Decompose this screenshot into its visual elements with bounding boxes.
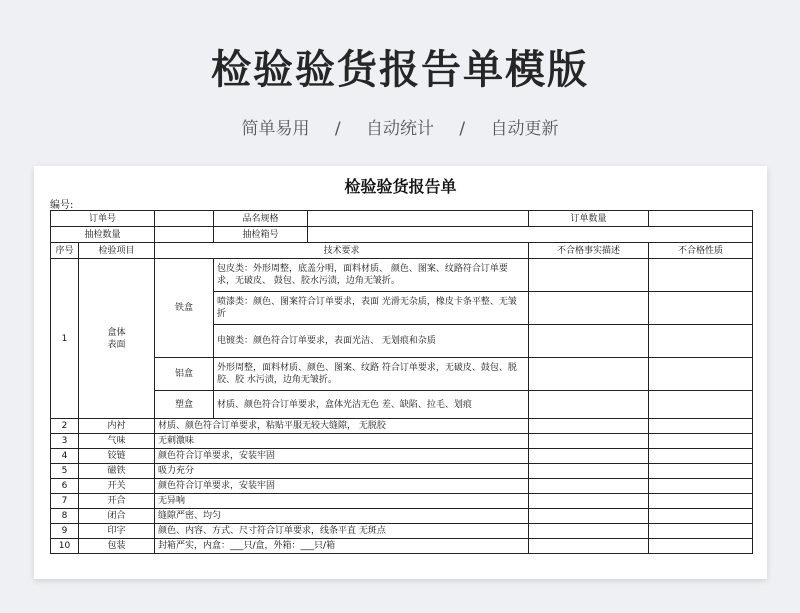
col-seq: 序号 bbox=[51, 243, 79, 259]
item-cell: 开关 bbox=[79, 479, 155, 494]
defect-desc-cell[interactable] bbox=[529, 494, 649, 509]
item-cell: 盒体 表面 bbox=[79, 259, 155, 419]
tech-cell: 包皮类：外形周整，底盖分明，面料材质、 颜色、图案、纹路符合订单要求，无破皮、 鼓包、胶水污渍，边角无皱折。 bbox=[214, 259, 529, 292]
defect-desc-cell[interactable] bbox=[529, 434, 649, 449]
defect-desc-cell[interactable] bbox=[529, 292, 649, 325]
sample-box-value[interactable] bbox=[308, 227, 753, 243]
report-sheet bbox=[34, 166, 767, 579]
column-header-row bbox=[51, 243, 753, 259]
item-cell: 开合 bbox=[79, 494, 155, 509]
defect-nature-cell[interactable] bbox=[649, 358, 753, 391]
table-row bbox=[51, 464, 753, 479]
defect-nature-cell[interactable] bbox=[649, 539, 753, 554]
tech-cell: 材质、颜色符合订单要求，盒体光洁无色 差、缺陷、拉毛、划痕 bbox=[214, 391, 529, 419]
tech-cell: 颜色、内容、方式、尺寸符合订单要求，线条平直 无斑点 bbox=[155, 524, 529, 539]
subgroup-iron: 铁盒 bbox=[155, 259, 214, 358]
table-row bbox=[51, 434, 753, 449]
subgroup-plastic: 塑盒 bbox=[155, 391, 214, 419]
defect-nature-cell[interactable] bbox=[649, 292, 753, 325]
defect-desc-cell[interactable] bbox=[529, 539, 649, 554]
col-item: 检验项目 bbox=[79, 243, 155, 259]
defect-desc-cell[interactable] bbox=[529, 259, 649, 292]
table-row bbox=[51, 419, 753, 434]
table-row bbox=[51, 494, 753, 509]
seq-cell: 3 bbox=[51, 434, 79, 449]
defect-desc-cell[interactable] bbox=[529, 509, 649, 524]
defect-desc-cell[interactable] bbox=[529, 449, 649, 464]
report-title: 检验验货报告单 bbox=[344, 177, 457, 196]
tech-cell: 吸力充分 bbox=[155, 464, 529, 479]
seq-cell: 7 bbox=[51, 494, 79, 509]
defect-nature-cell[interactable] bbox=[649, 509, 753, 524]
header-row-sample bbox=[51, 227, 753, 243]
table-row bbox=[51, 259, 753, 292]
defect-nature-cell[interactable] bbox=[649, 325, 753, 358]
feature-separator: / bbox=[459, 119, 466, 139]
tech-cell: 外形周整，面料材质、颜色、图案、纹路 符合订单要求，无破皮、鼓包、脱胶、胶 水污渍，边角无皱折。 bbox=[214, 358, 529, 391]
tech-cell: 颜色符合订单要求，安装牢固 bbox=[155, 449, 529, 464]
item-cell: 铰链 bbox=[79, 449, 155, 464]
product-spec-value[interactable] bbox=[308, 211, 529, 227]
table-row bbox=[51, 524, 753, 539]
hero-title: 检验验货报告单模版 bbox=[211, 47, 589, 93]
tech-cell: 喷漆类：颜色、图案符合订单要求，表面 光滑无杂质，橡皮卡条平整、无皱折 bbox=[214, 292, 529, 325]
seq-cell: 9 bbox=[51, 524, 79, 539]
inspection-table bbox=[50, 210, 753, 554]
feature-separator: / bbox=[334, 119, 341, 139]
defect-desc-cell[interactable] bbox=[529, 479, 649, 494]
seq-cell: 4 bbox=[51, 449, 79, 464]
table-row bbox=[51, 479, 753, 494]
item-cell: 磁铁 bbox=[79, 464, 155, 479]
tech-cell: 电镀类：颜色符合订单要求，表面光洁、 无划痕和杂质 bbox=[214, 325, 529, 358]
order-qty-label: 订单数量 bbox=[529, 211, 649, 227]
defect-nature-cell[interactable] bbox=[649, 449, 753, 464]
header-row-order bbox=[51, 211, 753, 227]
tech-cell: 材质、颜色符合订单要求，粘贴平服无较大缝隙， 无脱胶 bbox=[155, 419, 529, 434]
report-number-label: 编号: bbox=[50, 200, 74, 211]
item-cell: 闭合 bbox=[79, 509, 155, 524]
order-no-label: 订单号 bbox=[51, 211, 155, 227]
table-row bbox=[51, 509, 753, 524]
table-row bbox=[51, 539, 753, 554]
seq-cell: 8 bbox=[51, 509, 79, 524]
sample-box-label: 抽检箱号 bbox=[214, 227, 308, 243]
defect-nature-cell[interactable] bbox=[649, 259, 753, 292]
defect-nature-cell[interactable] bbox=[649, 419, 753, 434]
defect-nature-cell[interactable] bbox=[649, 479, 753, 494]
tech-cell: 无异响 bbox=[155, 494, 529, 509]
tech-cell: 封箱严实，内盒：___只/盒，外箱：___只/箱 bbox=[155, 539, 529, 554]
feature-list bbox=[0, 114, 800, 139]
defect-nature-cell[interactable] bbox=[649, 494, 753, 509]
seq-cell: 6 bbox=[51, 479, 79, 494]
defect-desc-cell[interactable] bbox=[529, 358, 649, 391]
item-cell: 包装 bbox=[79, 539, 155, 554]
defect-desc-cell[interactable] bbox=[529, 391, 649, 419]
defect-desc-cell[interactable] bbox=[529, 325, 649, 358]
tech-cell: 无刺激味 bbox=[155, 434, 529, 449]
defect-desc-cell[interactable] bbox=[529, 419, 649, 434]
defect-desc-cell[interactable] bbox=[529, 464, 649, 479]
seq-cell: 5 bbox=[51, 464, 79, 479]
item-cell: 印字 bbox=[79, 524, 155, 539]
table-row bbox=[51, 449, 753, 464]
subgroup-aluminum: 铝盒 bbox=[155, 358, 214, 391]
table-row bbox=[51, 391, 753, 419]
defect-nature-cell[interactable] bbox=[649, 391, 753, 419]
defect-nature-cell[interactable] bbox=[649, 524, 753, 539]
product-spec-label: 品名规格 bbox=[214, 211, 308, 227]
sample-qty-value[interactable] bbox=[155, 227, 214, 243]
defect-nature-cell[interactable] bbox=[649, 434, 753, 449]
feature-auto-update: 自动更新 bbox=[490, 119, 559, 139]
tech-cell: 缝隙严密、均匀 bbox=[155, 509, 529, 524]
feature-easy: 简单易用 bbox=[241, 119, 310, 139]
item-cell: 气味 bbox=[79, 434, 155, 449]
table-row bbox=[51, 358, 753, 391]
col-defect-desc: 不合格事实描述 bbox=[529, 243, 649, 259]
defect-desc-cell[interactable] bbox=[529, 524, 649, 539]
seq-cell: 2 bbox=[51, 419, 79, 434]
seq-cell: 1 bbox=[51, 259, 79, 419]
tech-cell: 颜色符合订单要求，安装牢固 bbox=[155, 479, 529, 494]
col-defect-nature: 不合格性质 bbox=[649, 243, 753, 259]
seq-cell: 10 bbox=[51, 539, 79, 554]
defect-nature-cell[interactable] bbox=[649, 464, 753, 479]
order-qty-value[interactable] bbox=[649, 211, 753, 227]
order-no-value[interactable] bbox=[155, 211, 214, 227]
item-cell: 内衬 bbox=[79, 419, 155, 434]
col-tech: 技术要求 bbox=[155, 243, 529, 259]
sample-qty-label: 抽检数量 bbox=[51, 227, 155, 243]
feature-auto-stats: 自动统计 bbox=[366, 119, 434, 139]
